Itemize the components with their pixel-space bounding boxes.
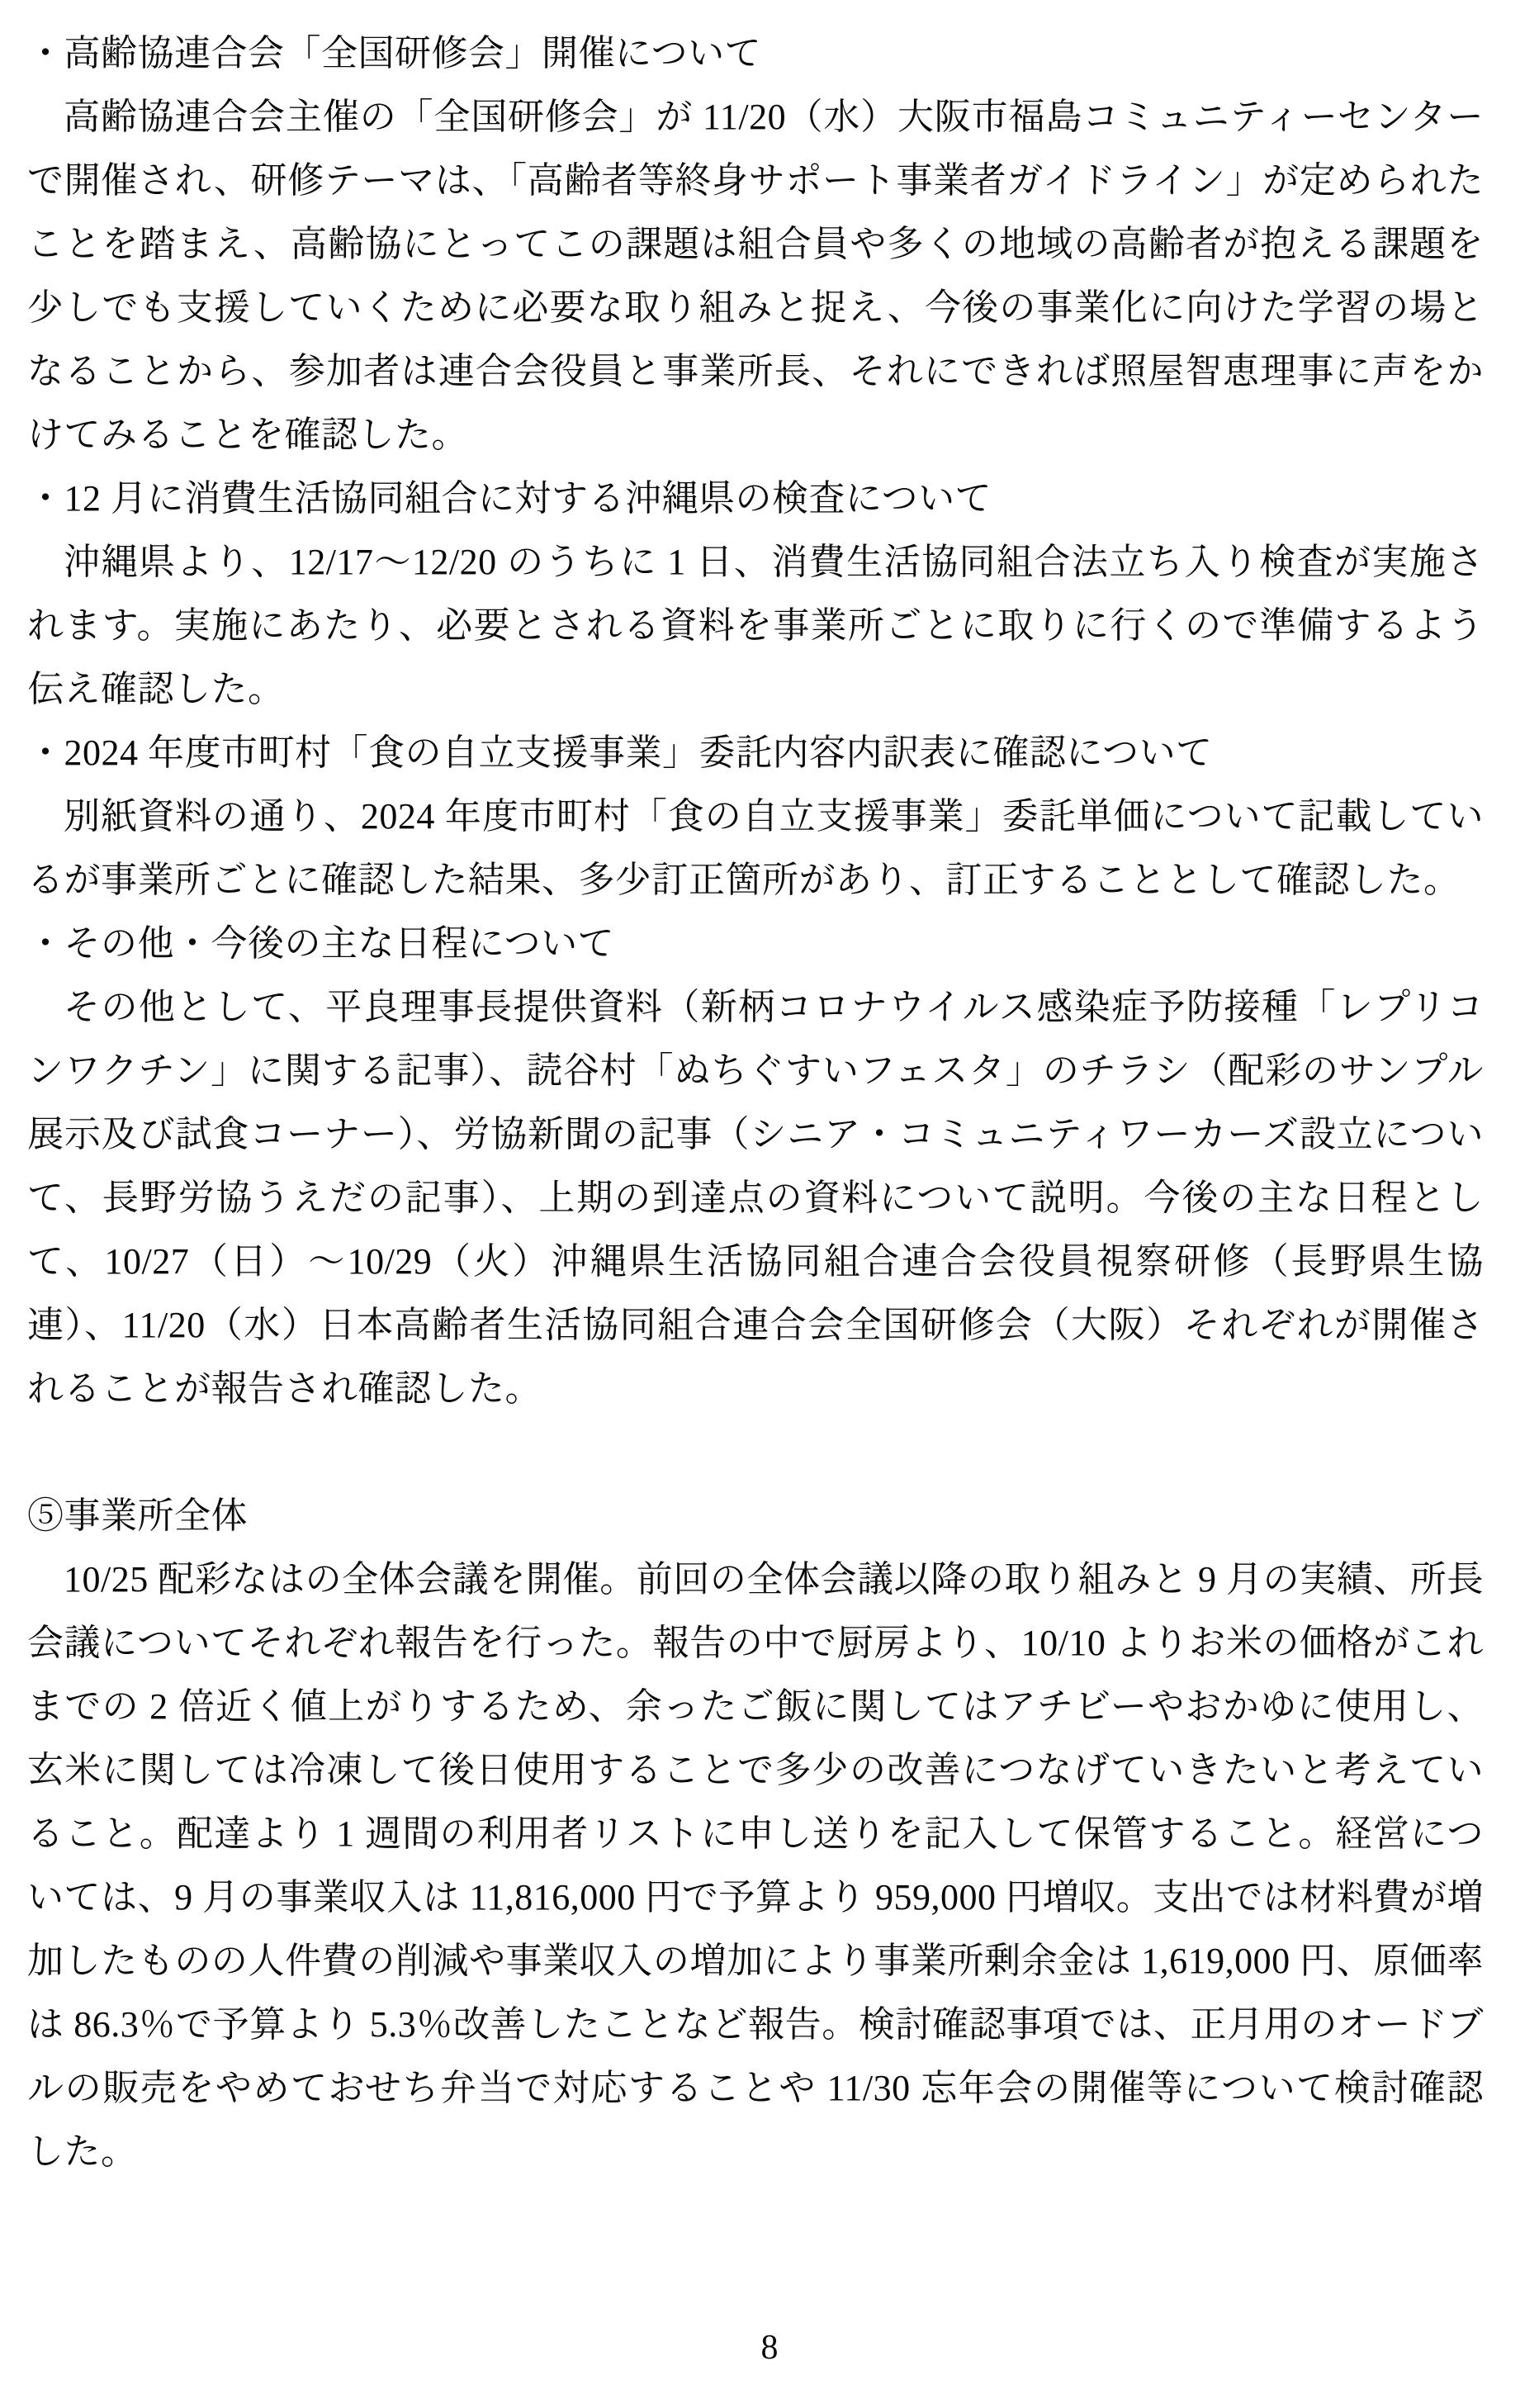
- page-number: 8: [760, 2329, 779, 2367]
- section-heading: ⑤事業所全体: [27, 1496, 248, 1536]
- bullet-item: ・高齢協連合会「全国研修会」開催について: [27, 33, 762, 73]
- paragraph: その他として、平良理事長提供資料（新柄コロナウイルス感染症予防接種「レプリコンワクチン」に関する記事）、読谷村「ぬちぐすいフェスタ」のチラシ（配彩のサンプル展示及び試食コーナー）、労協新聞の記事（シニア・コミュニティワーカーズ設立について、長野労協うえだの記事）、上期の到達点の資料について説明。今後の主な日程として、10/27（日）～10/29（火）沖縄県生活協同組合連合会役員視察研修（長野県生協連）、11/20（水）日本高齢者生活協同組合連合会全国研修会（大阪）それぞれが開催されることが報告され確認した。: [27, 987, 1484, 1409]
- paragraph-spacer: [27, 1420, 1484, 1484]
- document-body: [27, 21, 1484, 2183]
- bullet-item: ・その他・今後の主な日程について: [27, 923, 615, 964]
- paragraph: 別紙資料の通り、2024 年度市町村「食の自立支援事業」委託単価について記載しているが事業所ごとに確認した結果、多少訂正箇所があり、訂正することとして確認した。: [27, 796, 1484, 900]
- bullet-item: ・12 月に消費生活協同組合に対する沖縄県の検査について: [27, 478, 992, 519]
- paragraph: 10/25 配彩なはの全体会議を開催。前回の全体会議以降の取り組みと 9 月の実績、所長会議についてそれぞれ報告を行った。報告の中で厨房より、10/10 よりお米の価格がこれまでの 2 倍近く値上がりするため、余ったご飯に関してはアチビーやおかゆに使用し、玄米に関しては冷凍して後日使用することで多少の改善につなげていきたいと考えていること。配達より 1 週間の利用者リストに申し送りを記入して保管すること。経営については、9 月の事業収入は 11,816,000 円で予算より 959,000 円増収。支出では材料費が増加したものの人件費の削減や事業収入の増加により事業所剰余金は 1,619,000 円、原価率は 86.3％で予算より 5.3％改善したことなど報告。検討確認事項では、正月用のオードブルの販売をやめておせち弁当で対応することや 11/30 忘年会の開催等について検討確認した。: [27, 1559, 1484, 2172]
- paragraph: 高齢協連合会主催の「全国研修会」が 11/20（水）大阪市福島コミュニティーセンターで開催され、研修テーマは、「高齢者等終身サポート事業者ガイドライン」が定められたことを踏まえ、高齢協にとってこの課題は組合員や多くの地域の高齢者が抱える課題を少しでも支援していくために必要な取り組みと捉え、今後の事業化に向けた学習の場となることから、参加者は連合会役員と事業所長、それにできれば照屋智恵理事に声をかけてみることを確認した。: [27, 97, 1484, 455]
- bullet-item: ・2024 年度市町村「食の自立支援事業」委託内容内訳表に確認について: [27, 732, 1213, 773]
- paragraph: 沖縄県より、12/17～12/20 のうちに 1 日、消費生活協同組合法立ち入り検査が実施されます。実施にあたり、必要とされる資料を事業所ごとに取りに行くので準備するよう伝え確認した。: [27, 542, 1484, 709]
